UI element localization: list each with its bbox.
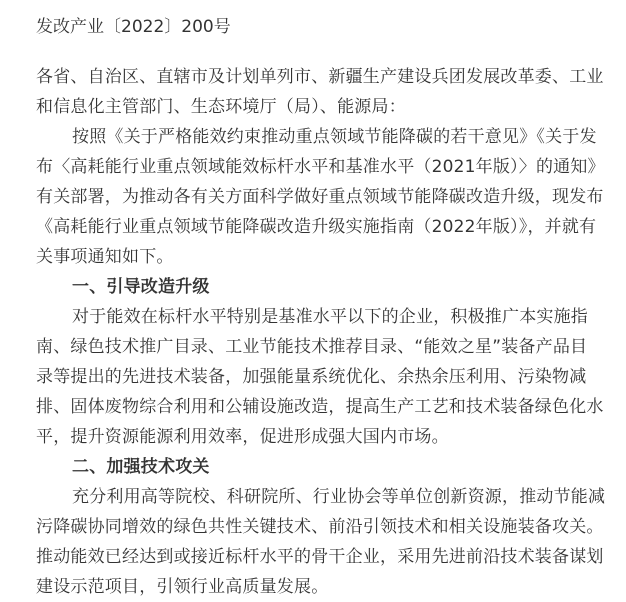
section-line: 平，提升资源能源利用效率，促进形成强大国内市场。 — [36, 427, 449, 447]
addressee-line: 各省、自治区、直辖市及计划单列市、新疆生产建设兵团发展改革委、工业 — [36, 67, 604, 87]
addressee-line: 和信息化主管部门、生态环境厅（局）、能源局： — [36, 97, 406, 117]
intro-line: 按照《关于严格能效约束推动重点领域节能降碳的若干意见》《关于发 — [72, 127, 597, 147]
document-number: 发改产业〔2022〕200号 — [36, 17, 231, 37]
intro-line: 布〈高耗能行业重点领域能效标杆水平和基准水平（2021年版）〉的通知》 — [36, 157, 605, 177]
intro-line: 有关部署，为推动各有关方面科学做好重点领域节能降碳改造升级，现发布 — [36, 187, 604, 207]
section-line: 建设示范项目，引领行业高质量发展。 — [36, 577, 329, 597]
section-line: 对于能效在标杆水平特别是基准水平以下的企业，积极推广本实施指 — [72, 307, 588, 327]
intro-line: 《高耗能行业重点领域节能降碳改造升级实施指南（2022年版）》，并就有 — [36, 217, 597, 237]
section-line: 污降碳协同增效的绿色共性关键技术、前沿引领技术和相关设施装备攻关。 — [36, 517, 604, 537]
section-heading: 一、引导改造升级 — [72, 277, 210, 297]
intro-line: 关事项通知如下。 — [36, 247, 174, 267]
section-heading: 二、加强技术攻关 — [72, 457, 210, 477]
section-line: 录等提出的先进技术装备，加强能量系统优化、余热余压利用、污染物减 — [36, 367, 587, 387]
section-line: 充分利用高等院校、科研院所、行业协会等单位创新资源，推动节能减 — [72, 487, 606, 507]
section-line: 南、绿色技术推广目录、工业节能技术推荐目录、“能效之星”装备产品目 — [36, 337, 588, 357]
section-line: 推动能效已经达到或接近标杆水平的骨干企业，采用先进前沿技术装备谋划 — [36, 547, 604, 567]
section-line: 排、固体废物综合利用和公辅设施改造，提高生产工艺和技术装备绿色化水 — [36, 397, 604, 417]
